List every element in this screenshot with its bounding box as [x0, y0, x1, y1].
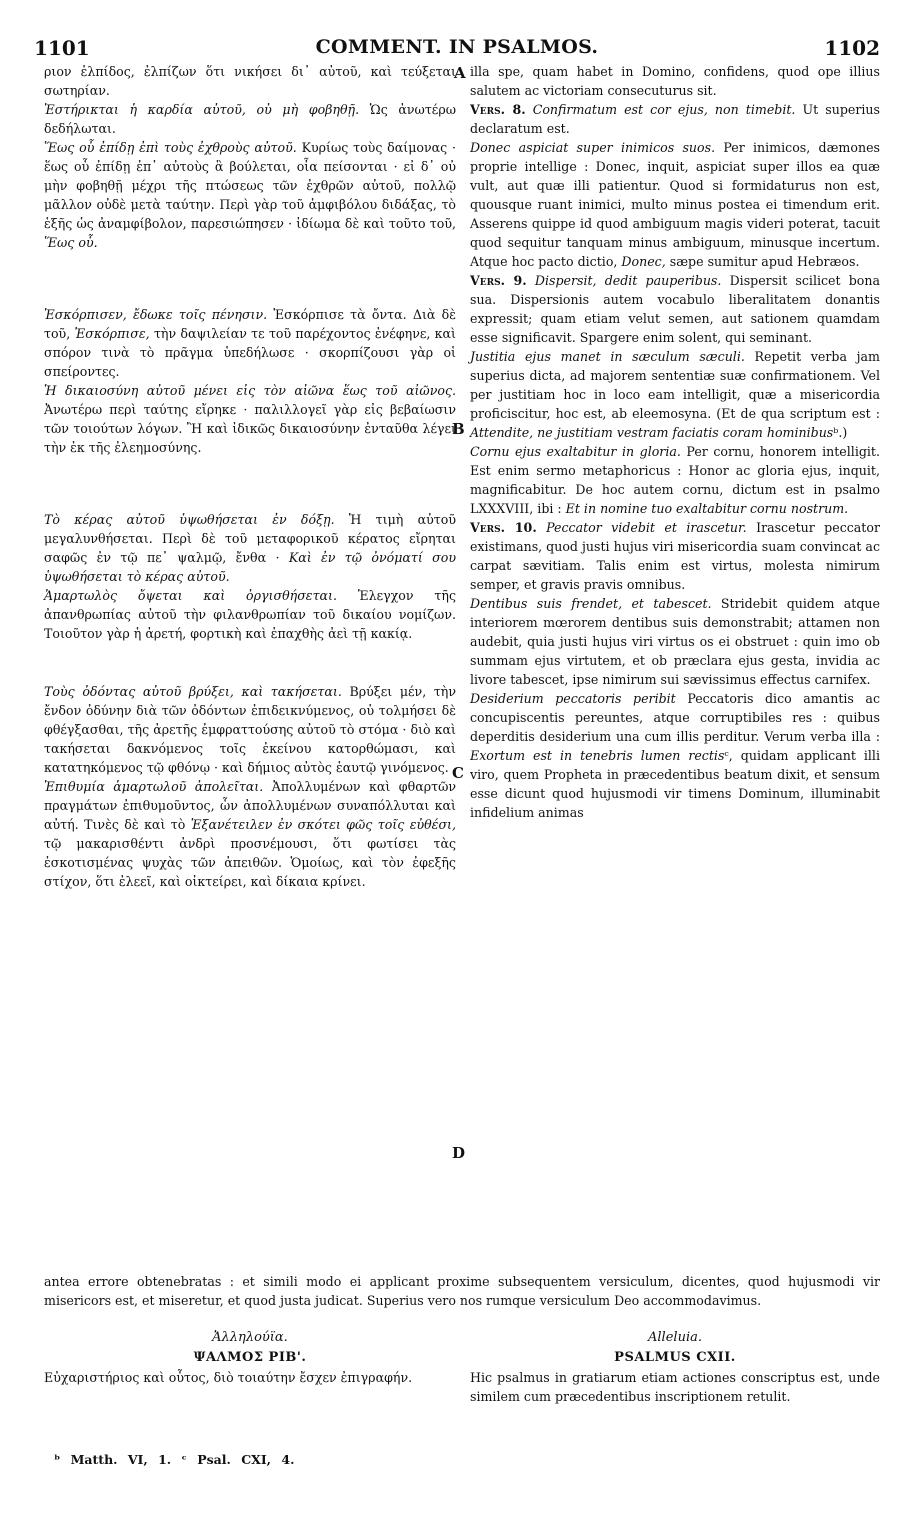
running-title: COMMENT. IN PSALMOS.	[315, 36, 599, 58]
latin-paragraph: Cornu ejus exaltabitur in gloria. Per cornu, honorem intelligit. Est enim sermo metaphoricus : Honor ac gloria ejus, inquit, magnificabitur. De hoc autem cornu, dictum est in psalmo LXXXVIII, ibi : Et in nomine tuo exaltabitur cornu nostrum.	[470, 444, 880, 516]
margin-letter-d: D	[452, 1144, 466, 1162]
greek-lemma: Ἡ δικαιοσύνη αὐτοῦ μένει εἰς τὸν αἰῶνα ἕως τοῦ αἰῶνος.	[44, 383, 456, 398]
margin-letter-b: B	[452, 420, 465, 438]
margin-letter-c: C	[452, 764, 464, 782]
greek-lemma: Ἕως οὗ ἐπίδῃ ἐπὶ τοὺς ἐχθροὺς αὐτοῦ.	[44, 140, 297, 155]
latin-paragraph: Dentibus suis frendet, et tabescet. Stridebit quidem atque interiorem mœrorem dentibus suis demonstrabit; attamen non audebit, quia justi hujus viri virtus os ei obstruet : quin imo ob summam ejus virtutem, et ob præclara ejus gesta, invidia ac livore tabescet, ipse nimirum sui sævissimus effectus carnifex.	[470, 596, 880, 687]
latin-lemma: Peccator videbit et irascetur.	[546, 520, 747, 535]
greek-paragraph: Ἡ δικαιοσύνη αὐτοῦ μένει εἰς τὸν αἰῶνα ἕως τοῦ αἰῶνος. Ἀνωτέρω περὶ ταύτης εἴρηκε · παλιλλογεῖ γὰρ εἰς βεβαίωσιν τῶν τοιούτων λόγων. Ἢ καὶ ἰδικῶς δικαιοσύνην ἐνταῦθα λέγει τὴν ἐκ τῆς ἐλεημοσύνης.	[44, 383, 456, 455]
margin-letter-a: A	[454, 64, 466, 82]
latin-psalm-heading	[470, 1328, 880, 1406]
greek-paragraph: Τὸ κέρας αὐτοῦ ὑψωθήσεται ἐν δόξῃ. Ἡ τιμὴ αὐτοῦ μεγαλυνθήσεται. Περὶ δὲ τοῦ μεταφορικοῦ κέρατος εἴρηται σαφῶς ἐν τῷ πε᾽ ψαλμῷ, ἔνθα · Καὶ ἐν τῷ ὀνόματί σου ὑψωθήσεται τὸ κέρας αὐτοῦ.	[44, 512, 456, 584]
greek-paragraph: Ἐσκόρπισεν, ἔδωκε τοῖς πένησιν. Ἐσκόρπισε τὰ ὄντα. Διὰ δὲ τοῦ, Ἐσκόρπισε, τὴν δαψιλείαν τε τοῦ παρέχοντος ἐνέφηνε, καὶ σπόρον τινὰ τὸ πρᾶγμα ὑπεδήλωσε · σκορπίζουσι γὰρ οἱ σπείροντες.	[44, 307, 456, 379]
greek-paragraph: Ἁμαρτωλὸς ὄψεται καὶ ὀργισθήσεται. Ἐλεγχον τῆς ἀπανθρωπίας αὐτοῦ τὴν φιλανθρωπίαν τοῦ δικαίου νομίζων. Τοιοῦτον γὰρ ἡ ἀρετή, φορτικὴ καὶ ἐπαχθὴς ἀεὶ τῇ κακίᾳ.	[44, 588, 456, 641]
greek-psalm-heading	[44, 1328, 456, 1387]
full-width-paragraph: antea errore obtenebratas : et simili modo ei applicant proxime subsequentem versiculum, dicentes, quod hujusmodi vir misericors est, et miseretur, et quod justa judicat. Superius vero nos rumque versiculum Deo accommodavimus.	[44, 1274, 880, 1308]
latin-lemma: Desiderium peccatoris peribit	[470, 691, 676, 706]
latin-paragraph: Justitia ejus manet in sæculum sæculi. Repetit verba jam superius dicta, ad majorem sententiæ suæ confirmationem. Vel per justitiam hoc in loco eam intelligit, quæ a misericordia proficiscitur, hoc est, ab eleemosyna. (Et de qua scriptum est : Attendite, ne justitiam vestram faciatis coram hominibusᵇ.)	[470, 349, 880, 440]
greek-psalm-intro: Εὐχαριστήριος καὶ οὗτος, διὸ τοιαύτην ἔσχεν ἐπιγραφήν.	[44, 1370, 413, 1385]
verse-number: Vers. 8.	[470, 102, 526, 117]
latin-lemma: Dentibus suis frendet, et tabescet.	[470, 596, 712, 611]
greek-paragraph: Ἐστήρικται ἡ καρδία αὐτοῦ, οὐ μὴ φοβηθῇ. Ὡς ἀνωτέρω δεδήλωται.	[44, 102, 456, 136]
greek-lemma: Τοὺς ὀδόντας αὐτοῦ βρύξει, καὶ τακήσεται.	[44, 684, 342, 699]
latin-psalm-title: PSALMUS CXII.	[614, 1350, 736, 1365]
greek-lemma: Ἐπιθυμία ἁμαρτωλοῦ ἀπολεῖται.	[44, 779, 264, 794]
latin-paragraph: Donec aspiciat super inimicos suos. Per inimicos, dæmones proprie intellige : Donec, inquit, aspiciat super illos ea quæ vult, aut quæ illi patientur. Quod si formidaturus non est, quousque ruant inimici, multo minus postea ei timendum erit. Asserens quippe id quod ambiguum magis videri poterat, tacuit quod sequitur tanquam minus ambiguum, minusque incertum. Atque hoc pacto dictio, Donec, sæpe sumitur apud Hebræos.	[470, 140, 880, 269]
verse-number: Vers. 9.	[470, 273, 527, 288]
greek-lemma: Τὸ κέρας αὐτοῦ ὑψωθήσεται ἐν δόξῃ.	[44, 512, 335, 527]
latin-lemma: Confirmatum est cor ejus, non timebit.	[532, 102, 796, 117]
greek-paragraph: Ἐπιθυμία ἁμαρτωλοῦ ἀπολεῖται. Ἀπολλυμένων καὶ φθαρτῶν πραγμάτων ἐπιθυμοῦντος, ὧν ἀπολλυμένων συναπόλλυται καὶ αὐτή. Τινὲς δὲ καὶ τὸ Ἐξανέτειλεν ἐν σκότει φῶς τοῖς εὐθέσι, τῷ μακαρισθέντι ἀνδρὶ προσνέμουσι, ὅτι φωτίσει τὰς ἐσκοτισμένας ψυχὰς τῶν ἀπειθῶν. Ὁμοίως, καὶ τὸν ἐφεξῆς στίχον, ὅτι ἐλεεῖ, καὶ οἰκτείρει, καὶ δίκαια κρίνει.	[44, 779, 457, 889]
latin-lemma: Justitia ejus manet in sæculum sæculi.	[470, 349, 745, 364]
greek-paragraph: ριον ἐλπίδος, ἐλπίζων ὅτι νικήσει δι᾽ αὐτοῦ, καὶ τεύξεται σωτηρίαν.	[44, 64, 456, 98]
latin-psalm-intro: Hic psalmus in gratiarum etiam actiones conscriptus est, unde similem cum præcedentibus inscriptionem retulit.	[470, 1370, 880, 1404]
greek-paragraph: Ἕως οὗ ἐπίδῃ ἐπὶ τοὺς ἐχθροὺς αὐτοῦ. Κυρίως τοὺς δαίμονας · ἕως οὗ ἐπίδῃ ἐπ᾽ αὐτοὺς ἃ βούλεται, οἷα πείσονται · εἰ δ᾽ οὐ μὴν φοβηθῇ μέχρι τῆς πτώσεως τῶν ἐχθρῶν αὐτοῦ, πολλῷ μᾶλλον οὐδὲ μετὰ ταύτην. Περὶ γὰρ τοῦ ἀμφιβόλου διδάξας, τὸ ἑξῆς ὡς ἀναμφίβολον, παρεσιώπησεν · ἰδίωμα δὲ καὶ τοῦτο τοῦ, Ἕως οὗ.	[44, 140, 456, 250]
verse-number: Vers. 10.	[470, 520, 537, 535]
footnotes: ᵇ Matth. VI, 1. ᶜ Psal. CXI, 4.	[54, 1452, 295, 1467]
greek-lemma: Ἁμαρτωλὸς ὄψεται καὶ ὀργισθήσεται.	[44, 588, 337, 603]
greek-psalm-title: ΨΑΛΜΟΣ ΡΙΒ'.	[193, 1350, 307, 1365]
page-header	[34, 36, 880, 60]
greek-lemma: Ἐστήρικται ἡ καρδία αὐτοῦ, οὐ μὴ φοβηθῇ.	[44, 102, 360, 117]
greek-column	[44, 62, 456, 891]
left-page-number: 1101	[34, 36, 90, 60]
latin-paragraph: Vers. 8. Confirmatum est cor ejus, non timebit. Ut superius declaratum est.	[470, 102, 880, 136]
latin-lemma: Dispersit, dedit pauperibus.	[534, 273, 722, 288]
greek-paragraph: Τοὺς ὀδόντας αὐτοῦ βρύξει, καὶ τακήσεται. Βρύξει μέν, τὴν ἔνδον ὀδύνην διὰ τῶν ὀδόντων ἐπιδεικνύμενος, οὐ τολμήσει δὲ φθέγξασθαι, τῆς ἀρετῆς ἐμφραττούσης αὐτοῦ τὸ στόμα · διὸ καὶ τακήσεται δακνόμενος τοῖς ἐκείνου κατορθώμασι, καὶ κατατηκόμενος τῷ φθόνῳ · καὶ δήμιος αὐτὸς ἑαυτῷ γινόμενος.	[44, 684, 456, 775]
latin-paragraph: Vers. 10. Peccator videbit et irascetur. Irascetur peccator existimans, quod justi hujus viri misericordia suam convincat ac carpat sævitiam. Talis enim est virtus, molesta nimirum semper, et gravis pravis omnibus.	[470, 520, 880, 592]
latin-paragraph: Vers. 9. Dispersit, dedit pauperibus. Dispersit scilicet bona sua. Dispersionis autem vocabulo liberalitatem donantis expressit; quam etiam velut semen, aut sationem quamdam esse significavit. Spargere enim solent, qui seminant.	[470, 273, 880, 345]
right-page-number: 1102	[824, 36, 880, 60]
latin-alleluia: Alleluia.	[648, 1330, 702, 1345]
latin-column	[470, 62, 880, 822]
greek-lemma: Ἐσκόρπισεν, ἔδωκε τοῖς πένησιν.	[44, 307, 268, 322]
greek-alleluia: Ἀλληλούϊα.	[212, 1330, 288, 1345]
latin-lemma: Cornu ejus exaltabitur in gloria.	[470, 444, 681, 459]
latin-paragraph: Desiderium peccatoris peribit Peccatoris dico amantis ac concupiscentis pereuntes, atque corruptibiles res : quibus deperditis desiderium una cum illis perditur. Verum verba illa : Exortum est in tenebris lumen rectisᶜ, quidam applicant illi viro, quem Propheta in præcedentibus beatum dixit, et sensum esse dicunt quod hujusmodi vir timens Dominum, illuminabit infidelium animas	[470, 691, 880, 820]
latin-paragraph: illa spe, quam habet in Domino, confidens, quod ope illius salutem ac victoriam consecuturus sit.	[470, 64, 880, 98]
latin-lemma: Donec aspiciat super inimicos suos.	[470, 140, 716, 155]
